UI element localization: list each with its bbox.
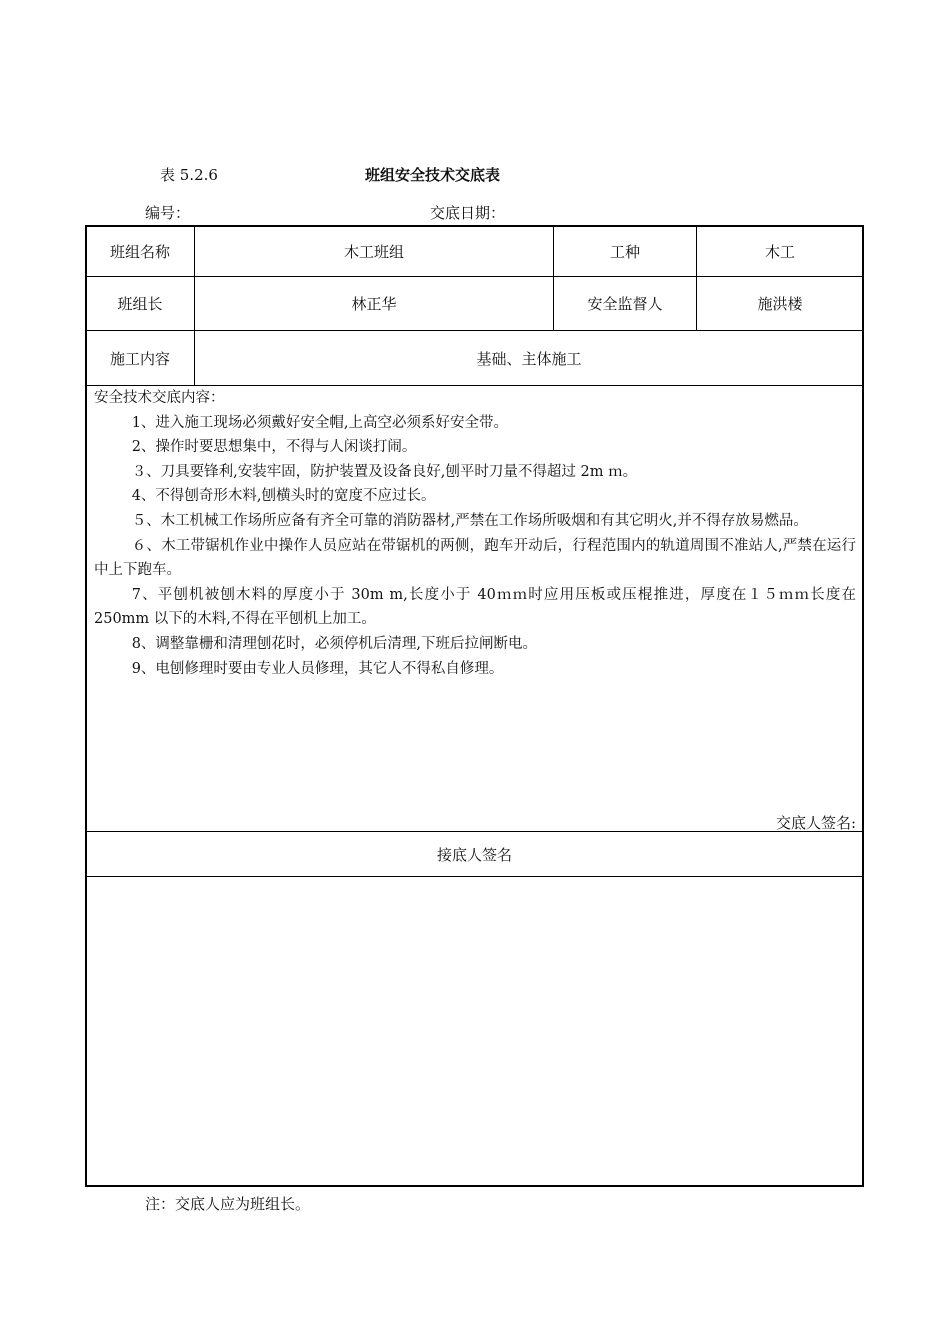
footnote: 注：交底人应为班组长。 xyxy=(145,1195,311,1213)
briefing-content-heading: 安全技术交底内容： xyxy=(94,390,225,406)
trade-label: 工种 xyxy=(609,242,640,261)
table-number: 表 5.2.6 xyxy=(160,166,218,184)
handover-date-label: 交底日期： xyxy=(430,204,506,222)
briefing-item: 2、操作时要思想集中，不得与人闲谈打闹。 xyxy=(131,439,417,456)
team-name-value: 木工班组 xyxy=(343,242,404,261)
team-name-label: 班组名称 xyxy=(109,242,170,261)
briefing-content xyxy=(94,386,856,681)
receiver-signature-area[interactable] xyxy=(86,877,863,1185)
work-content-value: 基础、主体施工 xyxy=(476,349,582,368)
briefing-item: ３、刀具要锋利,安装牢固，防护装置及设备良好,刨平时刀量不得超过 2m ｍ。 xyxy=(131,463,638,480)
document-title: 班组安全技术交底表 xyxy=(365,166,501,184)
briefing-item: 4、不得刨奇形木料,刨横头时的宽度不应过长。 xyxy=(131,488,436,505)
team-leader-label: 班组长 xyxy=(117,295,163,313)
safety-supervisor-value: 施洪楼 xyxy=(757,295,803,313)
trade-value: 木工 xyxy=(764,242,795,261)
briefing-item: ５、木工机械工作场所应备有齐全可靠的消防器材,严禁在工作场所吸烟和有其它明火,并不得存放易燃品。 xyxy=(131,512,808,529)
briefing-item: 9、电刨修理时要由专业人员修理，其它人不得私自修理。 xyxy=(131,660,504,677)
briefing-item: 8、调整靠栅和清理刨花时，必须停机后清理,下班后拉闸断电。 xyxy=(131,635,538,652)
briefer-signature-label: 交底人签名: xyxy=(775,814,856,832)
work-content-label: 施工内容 xyxy=(109,349,170,368)
briefing-item: ６、木工带锯机作业中操作人员应站在带锯机的两侧，跑车开动后，行程范围内的轨道周围不准站人,严禁在运行中上下跑车。 xyxy=(94,537,856,579)
safety-supervisor-label: 安全监督人 xyxy=(587,295,663,313)
receiver-signature-label: 接底人签名 xyxy=(436,845,512,864)
briefing-item: 7、平刨机被刨木料的厚度小于 30m m,长度小于 40ｍｍ时应用压板或压棍推进，厚度在１５ｍｍ长度在 250mm 以下的木料,不得在平刨机上加工。 xyxy=(94,586,856,628)
briefing-item: 1、进入施工现场必须戴好安全帽,上高空必须系好安全带。 xyxy=(131,414,509,431)
serial-number-label: 编号： xyxy=(145,204,191,222)
team-leader-value: 林正华 xyxy=(351,295,397,313)
